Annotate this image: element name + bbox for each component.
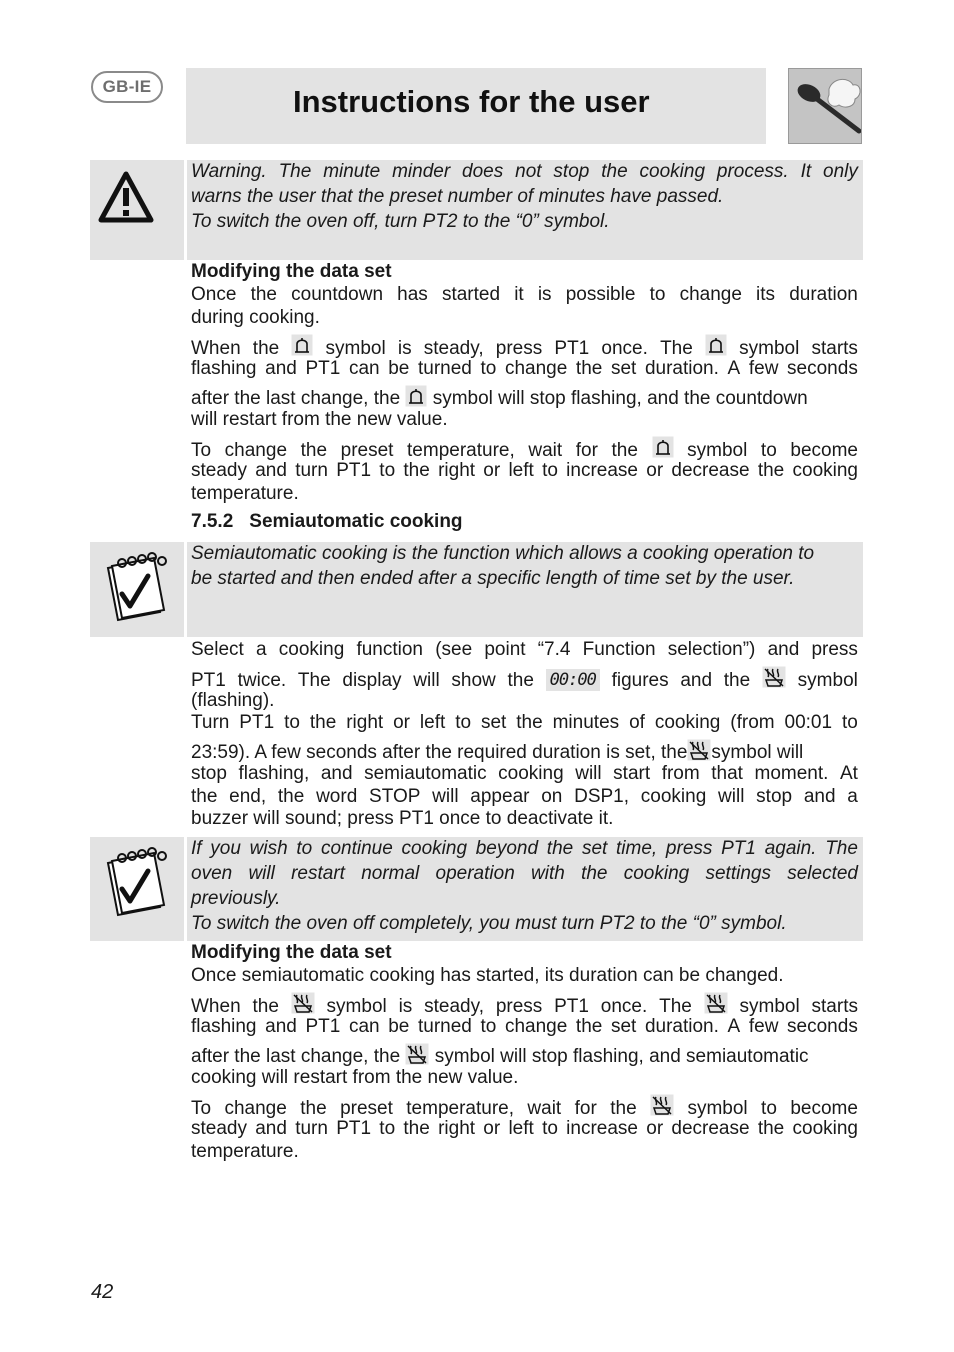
note1-line-2: be started and then ended after a specific length of time set by the user.: [191, 568, 795, 589]
language-badge: GB-IE: [91, 71, 163, 103]
warning-triangle-icon: [98, 170, 154, 229]
section3-p3-line2: steady and turn PT1 to the right or left to increase or decrease the cooking: [191, 1118, 858, 1139]
note2-line-1: If you wish to continue cooking beyond the set time, press PT1 again. The: [191, 838, 858, 859]
warning-line-3: To switch the oven off, turn PT2 to the “0” symbol.: [191, 211, 610, 232]
section1-p3-line3: temperature.: [191, 483, 299, 504]
notepad-check-icon: [100, 550, 172, 631]
section1-p1-line2: during cooking.: [191, 307, 320, 328]
section1-p3-line2: steady and turn PT1 to the right or left to increase or decrease the cooking: [191, 460, 858, 481]
section2-p2-line4: the end, the word STOP will appear on DSP1, cooking will stop and a: [191, 786, 858, 807]
chef-spoon-icon: [788, 68, 862, 144]
section2-p1-line2: PT1 twice. The display will show the 00:00 figures and the symbol: [191, 666, 858, 694]
display-figures: 00:00: [546, 669, 600, 691]
note2-line-3: previously.: [191, 888, 281, 909]
section3-p2-line2: flashing and PT1 can be turned to change the set duration. A few seconds: [191, 1016, 858, 1037]
section2-p2-line2: 23:59). A few seconds after the required duration is set, the symbol will: [191, 739, 858, 767]
note2-line-4: To switch the oven off completely, you must turn PT2 to the “0” symbol.: [191, 913, 787, 934]
section1-p2-line1: When the symbol is steady, press PT1 once. The symbol starts: [191, 334, 858, 362]
page-title: Instructions for the user: [293, 84, 650, 119]
section3-p2-line3: after the last change, the symbol will stop flashing, and semiautomatic: [191, 1043, 858, 1071]
section3-p3-line1: To change the preset temperature, wait for the symbol to become: [191, 1094, 858, 1122]
section1-p2-line2: flashing and PT1 can be turned to change the set duration. A few seconds: [191, 358, 858, 379]
section3-p3-line3: temperature.: [191, 1141, 299, 1162]
section2-heading: 7.5.2 Semiautomatic cooking: [191, 511, 463, 532]
section3-p2-line1: When the symbol is steady, press PT1 once. The symbol starts: [191, 992, 858, 1020]
page-number: 42: [91, 1281, 114, 1303]
section1-p3-line1: To change the preset temperature, wait for the symbol to become: [191, 436, 858, 464]
note1-line-1: Semiautomatic cooking is the function which allows a cooking operation to: [191, 543, 815, 564]
section2-p2-line5: buzzer will sound; press PT1 once to deactivate it.: [191, 808, 614, 829]
warning-line-2: warns the user that the preset number of minutes have passed.: [191, 186, 724, 207]
section2-p1-line1: Select a cooking function (see point “7.4 Function selection”) and press: [191, 639, 858, 660]
section1-p2-line4: will restart from the new value.: [191, 409, 448, 430]
section3-p2-line4: cooking will restart from the new value.: [191, 1067, 519, 1088]
section3-p1: Once semiautomatic cooking has started, its duration can be changed.: [191, 965, 784, 986]
section2-p1-line3: (flashing).: [191, 690, 275, 711]
note2-line-2: oven will restart normal operation with the cooking settings selected: [191, 863, 858, 884]
section3-heading: Modifying the data set: [191, 942, 392, 963]
section2-p2-line3: stop flashing, and semiautomatic cooking will start from that moment. At: [191, 763, 858, 784]
section1-p2-line3: after the last change, the symbol will stop flashing, and the countdown: [191, 385, 858, 413]
section2-p2-line1: Turn PT1 to the right or left to set the minutes of cooking (from 00:01 to: [191, 712, 858, 733]
section1-heading: Modifying the data set: [191, 261, 392, 282]
section1-p1-line1: Once the countdown has started it is possible to change its duration: [191, 284, 858, 305]
warning-line-1: Warning. The minute minder does not stop the cooking process. It only: [191, 161, 858, 182]
notepad-check-icon: [100, 845, 172, 926]
